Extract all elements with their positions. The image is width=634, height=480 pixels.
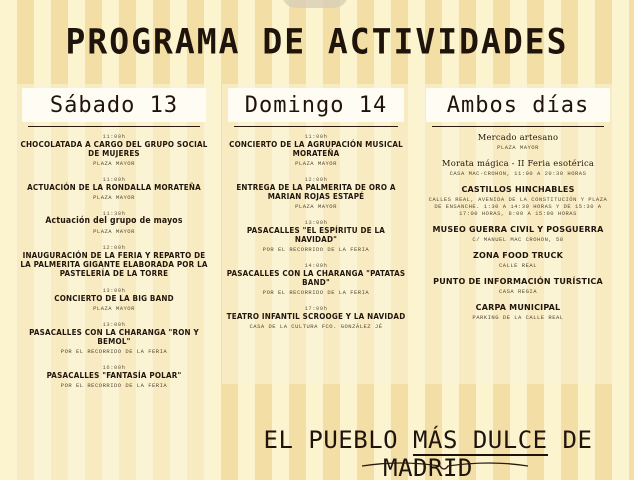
event-time: 11:30h <box>102 210 126 217</box>
list-item <box>226 219 406 253</box>
sunday-column <box>222 84 410 384</box>
event-time: 11:00h <box>304 133 328 140</box>
activity-name: ZONA FOOD TRUCK <box>473 251 563 260</box>
top-ornament <box>282 0 348 8</box>
event-name: INAUGURACIÓN DE LA FERIA Y REPARTO DE LA PALMERITA GIGANTE ELABORADA POR LA PASTELERÍA DE LA TORRE <box>20 251 208 278</box>
list-item <box>424 303 612 321</box>
page-title: PROGRAMA DE ACTIVIDADES <box>65 21 569 62</box>
activity-name: CARPA MUNICIPAL <box>475 303 561 312</box>
event-place: PLAZA MAYOR <box>93 228 135 235</box>
list-item <box>424 277 612 295</box>
event-time: 13:00h <box>102 287 126 294</box>
list-item <box>424 225 612 243</box>
activity-detail: C/ MANUEL MAC CROHON, 58 <box>472 236 564 243</box>
saturday-heading: Sábado 13 <box>22 88 206 122</box>
activity-name: Mercado artesano <box>477 132 559 142</box>
event-place: POR EL RECORRIDO DE LA FERIA <box>262 289 370 296</box>
event-place: PLAZA MAYOR <box>295 203 337 210</box>
event-place: POR EL RECORRIDO DE LA FERIA <box>60 382 168 389</box>
activity-name: MUSEO GUERRA CIVIL Y POSGUERRA <box>432 225 604 234</box>
list-item <box>424 251 612 269</box>
activity-detail: PLAZA MAYOR <box>497 144 539 151</box>
activity-name: Morata mágica - II Feria esotérica <box>441 158 595 168</box>
event-place: POR EL RECORRIDO DE LA FERIA <box>60 348 168 355</box>
list-item <box>226 305 406 330</box>
activity-name: CASTILLOS HINCHABLES <box>461 185 575 194</box>
event-name: Actuación del grupo de mayos <box>45 216 183 226</box>
activity-detail: CALLES REAL, AVENIDA DE LA CONSTITUCIÓN Y PLAZA DE ENSANCHE. 1:30 A 14:30 HORAS Y DE 15:30 A 17:00 HORAS, 8:00 A 15:00 HORAS <box>428 196 608 217</box>
event-time: 11:00h <box>102 176 126 183</box>
list-item <box>20 287 208 312</box>
event-time: 13:00h <box>102 321 126 328</box>
event-place: POR EL RECORRIDO DE LA FERIA <box>262 246 370 253</box>
list-item <box>424 159 612 177</box>
event-place: PLAZA MAYOR <box>295 160 337 167</box>
slogan-start: EL PUEBLO <box>263 426 414 454</box>
divider <box>432 126 604 127</box>
activity-detail: CALLE REAL <box>498 262 537 269</box>
activity-detail: CASA MAC-CROHON, 11:00 A 20:30 HORAS <box>449 170 587 177</box>
list-item <box>424 133 612 151</box>
list-item <box>226 176 406 210</box>
list-item <box>20 133 208 167</box>
list-item <box>226 262 406 296</box>
event-name: CONCIERTO DE LA BIG BAND <box>54 294 174 303</box>
event-name: CHOCOLATADA A CARGO DEL GRUPO SOCIAL DE MUJERES <box>20 140 208 158</box>
event-time: 13:00h <box>304 219 328 226</box>
divider <box>234 126 398 127</box>
event-place: CASA DE LA CULTURA FCO. GONZÁLEZ JÉ <box>249 323 383 330</box>
list-item <box>20 210 208 235</box>
list-item <box>20 321 208 355</box>
event-place: PLAZA MAYOR <box>93 160 135 167</box>
list-item <box>226 133 406 167</box>
both-days-column <box>420 84 616 384</box>
activity-name: PUNTO DE INFORMACIÓN TURÍSTICA <box>433 277 603 286</box>
slogan-highlight: MÁS DULCE <box>413 426 548 454</box>
flourish-ornament <box>360 458 530 474</box>
list-item <box>20 364 208 389</box>
saturday-column <box>16 84 212 480</box>
list-item <box>20 244 208 278</box>
event-name: PASACALLES "EL ESPÍRITU DE LA NAVIDAD" <box>246 226 386 244</box>
event-name: PASACALLES "FANTASÍA POLAR" <box>46 371 182 380</box>
event-name: PASACALLES CON LA CHARANGA "PATATAS BAND" <box>226 269 406 287</box>
event-time: 11:00h <box>102 133 126 140</box>
event-time: 12:00h <box>102 244 126 251</box>
both-days-heading: Ambos días <box>426 88 610 122</box>
event-place: PLAZA MAYOR <box>93 194 135 201</box>
event-name: ENTREGA DE LA PALMERITA DE ORO A MARIAN ROJAS ESTAPÉ <box>236 183 396 201</box>
divider <box>28 126 200 127</box>
activity-detail: CASA REGIA <box>498 288 537 295</box>
event-time: 12:00h <box>304 176 328 183</box>
event-time: 14:00h <box>304 262 328 269</box>
event-name: CONCIERTO DE LA AGRUPACIÓN MUSICAL MORATEÑA <box>229 140 403 158</box>
activity-detail: PARKING DE LA CALLE REAL <box>472 314 564 321</box>
sunday-heading: Domingo 14 <box>228 88 404 122</box>
event-name: PASACALLES CON LA CHARANGA "RON Y BEMOL" <box>29 328 199 346</box>
event-place: PLAZA MAYOR <box>93 305 135 312</box>
list-item <box>20 176 208 201</box>
slogan-end: DE MADRID <box>383 426 593 480</box>
event-name: ACTUACIÓN DE LA RONDALLA MORATEÑA <box>27 183 201 192</box>
event-time: 17:00h <box>304 305 328 312</box>
list-item <box>424 185 612 217</box>
event-time: 16:00h <box>102 364 126 371</box>
event-name: TEATRO INFANTIL SCROOGE Y LA NAVIDAD <box>226 312 406 321</box>
